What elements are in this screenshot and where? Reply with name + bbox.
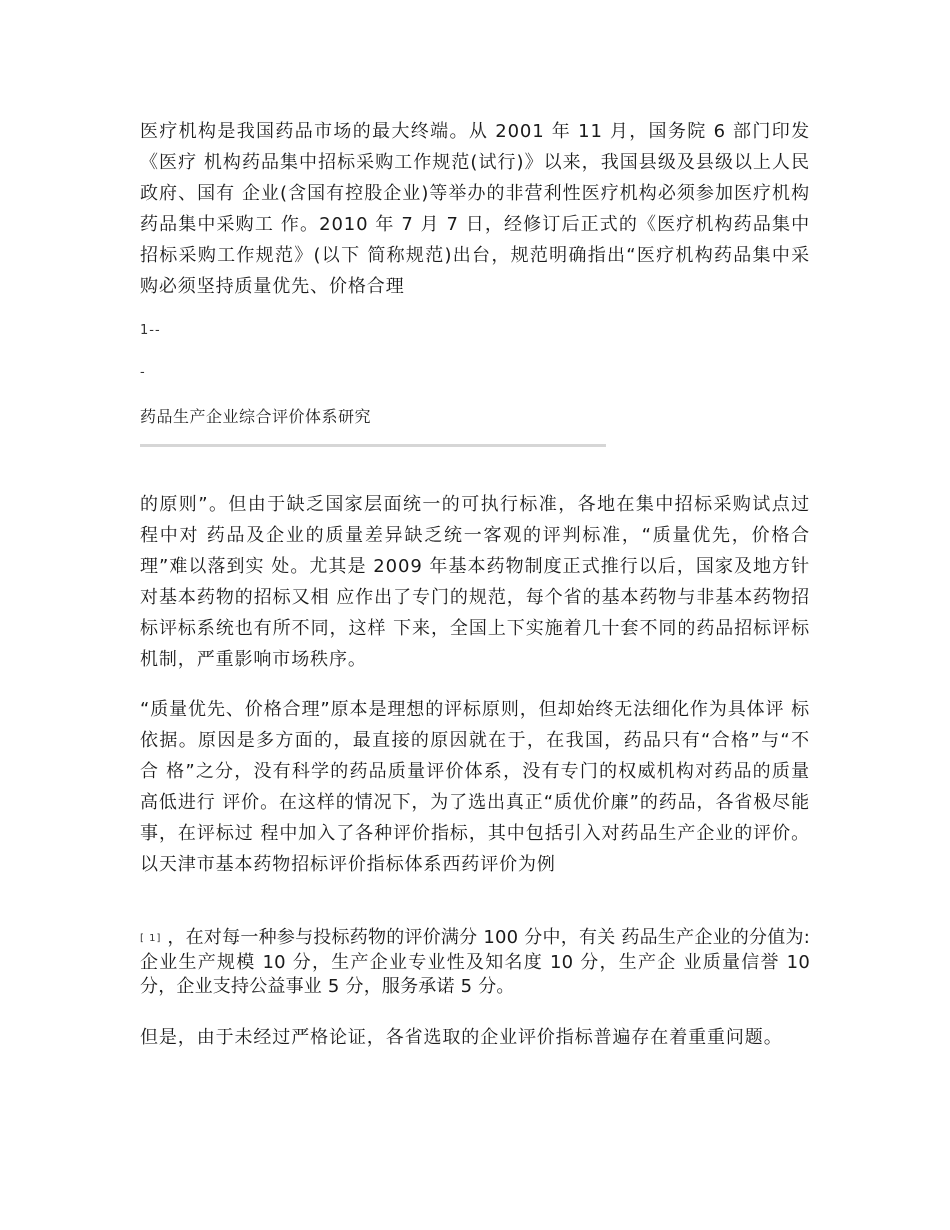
paragraph-standards: 的原则”。但由于缺乏国家层面统一的可执行标准，各地在集中招标采购试点过程中对 药品及企业的质量差异缺乏统一客观的评判标准，“质量优先，价格合理”难以落到实 处。尤其是 2009 年基本药物制度正式推行以后，国家及地方针对基本药物的招标又相 应作出了专门的规范，每个省的基本药物与非基本药物招标评标系统也有所不同，这样 下来，全国上下实施着几十套不同的药品招标评标机制，严重影响市场秩序。	[140, 494, 810, 670]
paragraph-tianjin-text: ，在对每一种参与投标药物的评价满分 100 分中，有关 药品生产企业的分值为:企业生产规模 10 分，生产企业专业性及知名度 10 分，生产企 业质量信誉 10 分，企业支持公益事业 5 分，服务承诺 5 分。	[140, 927, 811, 997]
page-break-marker: -	[140, 365, 146, 380]
page-number-marker: 1--	[140, 323, 161, 338]
paragraph-intro: 医疗机构是我国药品市场的最大终端。从 2001 年 11 月，国务院 6 部门印发《医疗 机构药品集中招标采购工作规范(试行)》以来，我国县级及县级以上人民政府、国有 企业(含国有控股企业)等举办的非营利性医疗机构必须参加医疗机构药品集中采购工 作。2010 年 7 月 7 日，经修订后正式的《医疗机构药品集中招标采购工作规范》(以下 简称规范)出台，规范明确指出“医疗机构药品集中采购必须坚持质量优先、价格合理	[140, 121, 810, 297]
paragraph-quality-principle: “质量优先、价格合理”原本是理想的评标原则，但却始终无法细化作为具体评 标依据。原因是多方面的，最直接的原因就在于，在我国，药品只有“合格”与“不合 格”之分，没有科学的药品质量评价体系，没有专门的权威机构对药品的质量高低进行 评价。在这样的情况下，为了选出真正“质优价廉”的药品，各省极尽能事，在评标过 程中加入了各种评价指标，其中包括引入对药品生产企业的评价。以天津市基本药物招标评价指标体系西药评价为例	[140, 699, 810, 875]
citation-reference: [ 1]	[140, 933, 162, 944]
paragraph-tianjin-example	[140, 926, 810, 999]
paragraph-problems: 但是，由于未经过严格论证，各省选取的企业评价指标普遍存在着重重问题。	[140, 1027, 783, 1048]
running-header: 药品生产企业综合评价体系研究	[140, 407, 372, 426]
header-rule	[140, 444, 606, 447]
